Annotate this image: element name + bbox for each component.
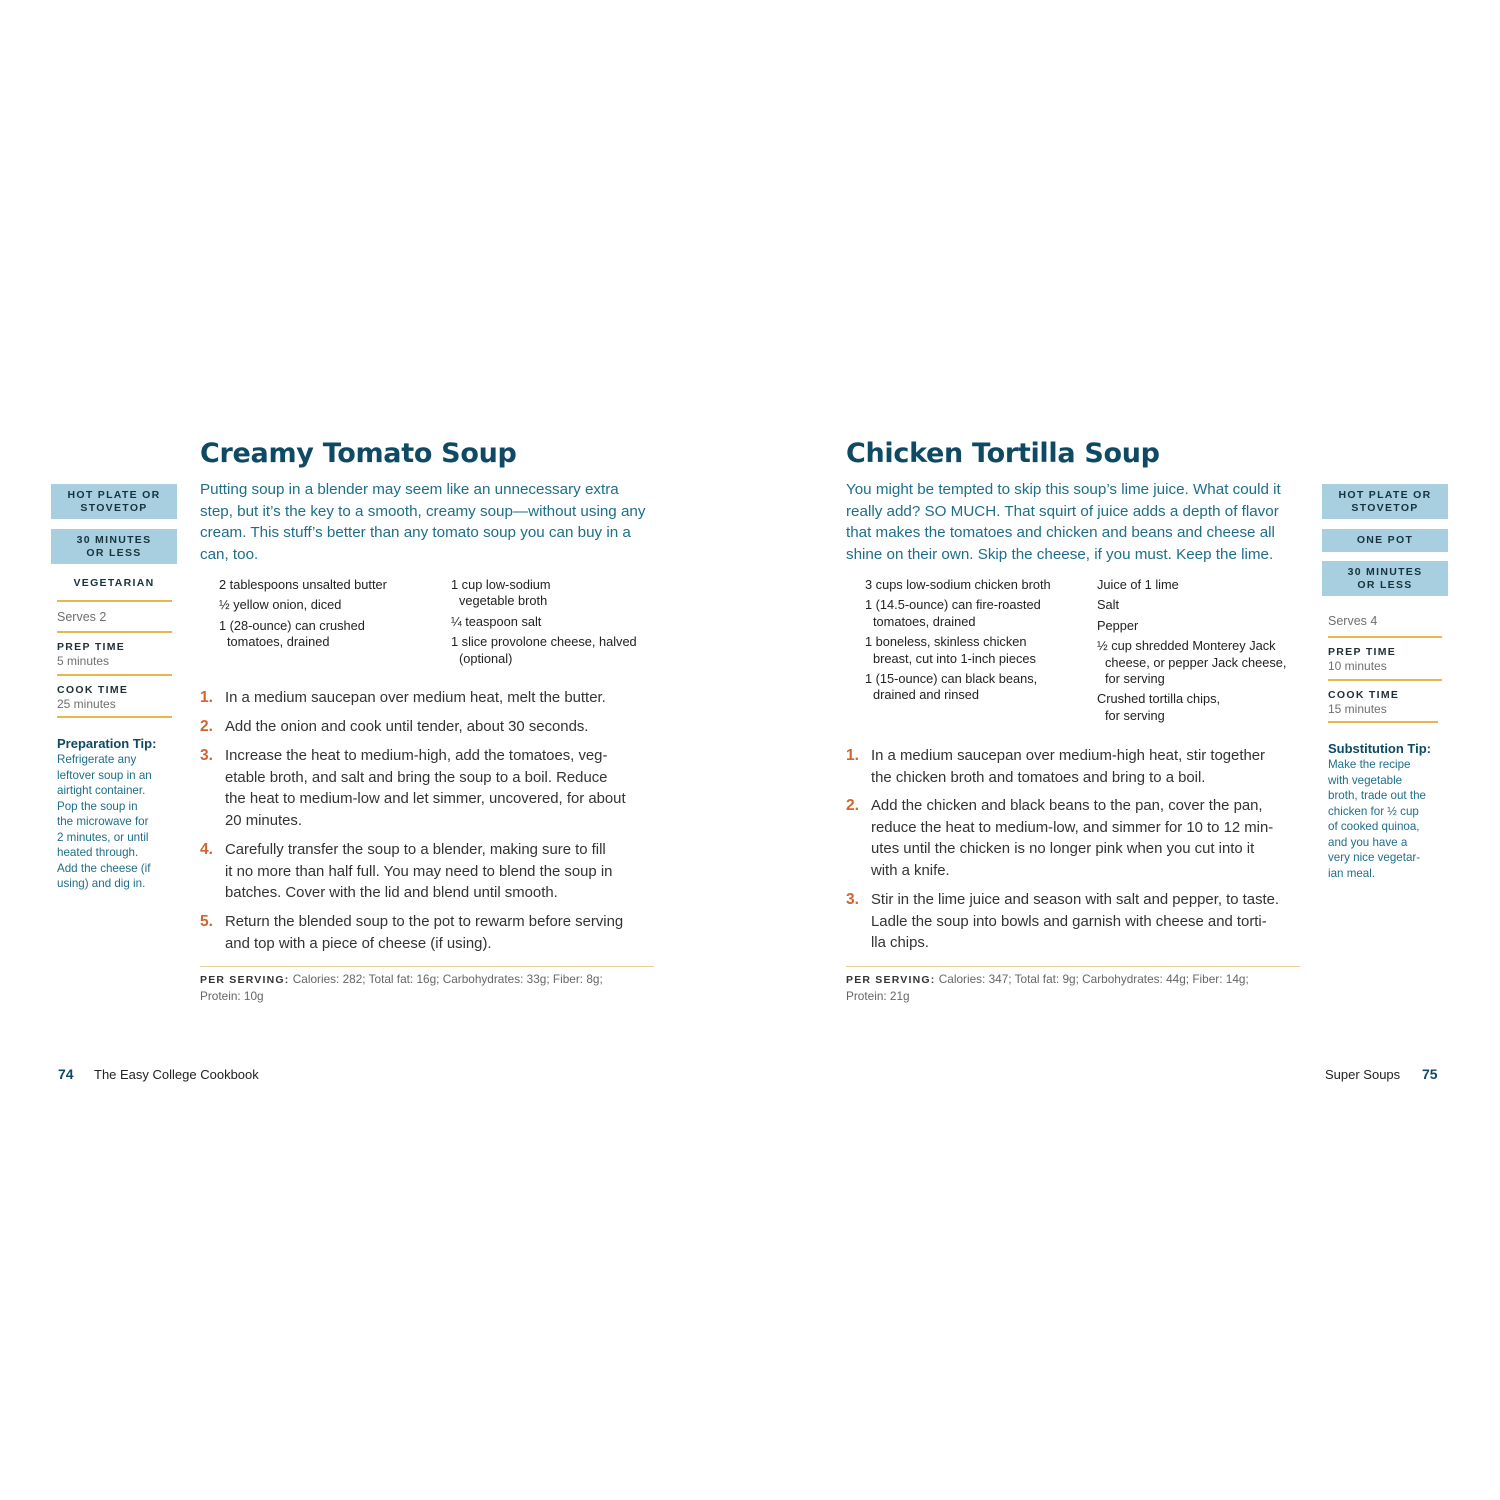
step-text: Stir in the lime juice and season with salt and pepper, to taste. Ladle the soup into bowls and garnish with cheese and torti- lla chips. bbox=[871, 892, 1280, 952]
ingredient-item: Crushed tortilla chips, for serving bbox=[1097, 691, 1221, 723]
tag-30-minutes: 30 MINUTES OR LESS bbox=[1322, 561, 1448, 596]
page-number: 74 bbox=[58, 1066, 74, 1082]
recipe-title: Creamy Tomato Soup bbox=[200, 438, 517, 469]
chapter-title: Super Soups bbox=[1325, 1067, 1401, 1082]
serves: Serves 4 bbox=[1328, 614, 1378, 628]
cook-time-value: 15 minutes bbox=[1328, 702, 1387, 716]
ingredient-item: 1 boneless, skinless chicken breast, cut into 1-inch pieces bbox=[865, 634, 1036, 666]
book-title: The Easy College Cookbook bbox=[94, 1067, 259, 1082]
ingredient-item: 1 (15-ounce) can black beans, drained and rinsed bbox=[865, 671, 1038, 703]
divider bbox=[846, 966, 1300, 967]
step-number: 1. bbox=[200, 689, 213, 706]
prep-time-value: 5 minutes bbox=[57, 654, 110, 668]
ingredient-item: 2 tablespoons unsalted butter bbox=[219, 577, 387, 592]
divider bbox=[57, 600, 172, 602]
tag-hot-plate: HOT PLATE OR STOVETOP bbox=[1322, 484, 1448, 519]
ingredient-item: ½ yellow onion, diced bbox=[219, 597, 342, 613]
prep-time-label: PREP TIME bbox=[1328, 646, 1397, 658]
ingredients-column-2 bbox=[1097, 577, 1312, 724]
ingredient-item: Juice of 1 lime bbox=[1097, 577, 1179, 592]
ingredient-item: ¼ teaspoon salt bbox=[451, 613, 542, 629]
step-text: Add the onion and cook until tender, about 30 seconds. bbox=[225, 719, 589, 735]
step-number: 2. bbox=[846, 797, 859, 814]
ingredient-item: Salt bbox=[1097, 597, 1120, 613]
tag-vegetarian: VEGETARIAN bbox=[73, 577, 155, 589]
divider bbox=[57, 674, 172, 676]
ingredient-item: 1 slice provolone cheese, halved (optional) bbox=[451, 634, 637, 666]
divider bbox=[1328, 721, 1438, 723]
ingredient-item: 3 cups low-sodium chicken broth bbox=[865, 577, 1051, 592]
step-text: In a medium saucepan over medium-high heat, stir together the chicken broth and tomatoes and bring to a boil. bbox=[871, 748, 1265, 786]
cook-time-label: COOK TIME bbox=[1328, 689, 1400, 701]
tag-hot-plate: HOT PLATE OR STOVETOP bbox=[51, 484, 177, 519]
step-number: 2. bbox=[200, 718, 213, 735]
recipe-intro: You might be tempted to skip this soup’s lime juice. What could it really add? SO MUCH. That squirt of juice adds a depth of flavor that makes the tomatoes and chicken and beans and cheese all shine on their own. Skip the cheese, if you must. Keep the lime. bbox=[846, 481, 1281, 564]
step-number: 5. bbox=[200, 913, 213, 930]
tag-30-minutes: 30 MINUTES OR LESS bbox=[51, 529, 177, 564]
tip-title: Preparation Tip: bbox=[57, 736, 157, 751]
page-number: 75 bbox=[1422, 1066, 1438, 1082]
step-text: In a medium saucepan over medium heat, melt the butter. bbox=[225, 690, 606, 706]
step-number: 3. bbox=[846, 891, 859, 908]
cook-time-value: 25 minutes bbox=[57, 697, 116, 711]
cook-time-label: COOK TIME bbox=[57, 684, 129, 696]
recipe-intro: Putting soup in a blender may seem like an unnecessary extra step, but it’s the key to a smooth, creamy soup—without using any cream. This stuff’s better than any tomato soup you can buy in a can, too. bbox=[200, 481, 646, 564]
prep-time-label: PREP TIME bbox=[57, 641, 126, 653]
step-text: Carefully transfer the soup to a blender, making sure to fill it no more than half full. You may need to blend the soup in batches. Cover with the lid and blend until smooth. bbox=[225, 842, 613, 902]
step-number: 1. bbox=[846, 747, 859, 764]
ingredient-item: 1 (28-ounce) can crushed tomatoes, drained bbox=[219, 617, 365, 650]
ingredient-item: ½ cup shredded Monterey Jack cheese, or pepper Jack cheese, for serving bbox=[1097, 638, 1287, 687]
tip-body: Make the recipe with vegetable broth, trade out the chicken for ½ cup of cooked quinoa, and you have a very nice vegetar- ian meal. bbox=[1328, 758, 1426, 880]
step-text: Add the chicken and black beans to the pan, cover the pan, reduce the heat to medium-low, and simmer for 10 to 12 min- utes until the chicken is no longer pink when you cut into it with a knife. bbox=[871, 798, 1274, 880]
serves: Serves 2 bbox=[57, 610, 107, 624]
nutrition-info: PER SERVING: Calories: 347; Total fat: 9g; Carbohydrates: 44g; Fiber: 14g; Protein: 21g bbox=[846, 972, 1249, 1004]
ingredient-item: 1 cup low-sodium vegetable broth bbox=[451, 577, 551, 609]
ingredient-item: 1 (14.5-ounce) can fire-roasted tomatoes, drained bbox=[865, 597, 1041, 629]
ingredients-column-1 bbox=[219, 577, 444, 651]
divider bbox=[1328, 679, 1442, 681]
ingredients-column-1 bbox=[865, 577, 1090, 704]
ingredients-column-2 bbox=[451, 577, 666, 667]
prep-time-value: 10 minutes bbox=[1328, 659, 1387, 673]
divider bbox=[57, 631, 172, 633]
divider bbox=[1328, 636, 1442, 638]
nutrition-info: PER SERVING: Calories: 282; Total fat: 16g; Carbohydrates: 33g; Fiber: 8g; Protein: 10g bbox=[200, 972, 603, 1004]
tip-body: Refrigerate any leftover soup in an airtight container. Pop the soup in the microwave for 2 minutes, or until heated through. Add the cheese (if using) and dig in. bbox=[57, 753, 152, 890]
step-text: Return the blended soup to the pot to rewarm before serving and top with a piece of cheese (if using). bbox=[225, 914, 624, 952]
recipe-title: Chicken Tortilla Soup bbox=[846, 438, 1160, 469]
step-text: Increase the heat to medium-high, add the tomatoes, veg- etable broth, and salt and bring the soup to a boil. Reduce the heat to medium-low and let simmer, uncovered, for about 20 minutes. bbox=[225, 748, 626, 830]
ingredient-item: Pepper bbox=[1097, 617, 1139, 633]
divider bbox=[57, 716, 172, 718]
divider bbox=[200, 966, 654, 967]
step-number: 3. bbox=[200, 747, 213, 764]
tip-title: Substitution Tip: bbox=[1328, 741, 1432, 756]
tag-one-pot: ONE POT bbox=[1322, 529, 1448, 552]
step-number: 4. bbox=[200, 841, 213, 858]
